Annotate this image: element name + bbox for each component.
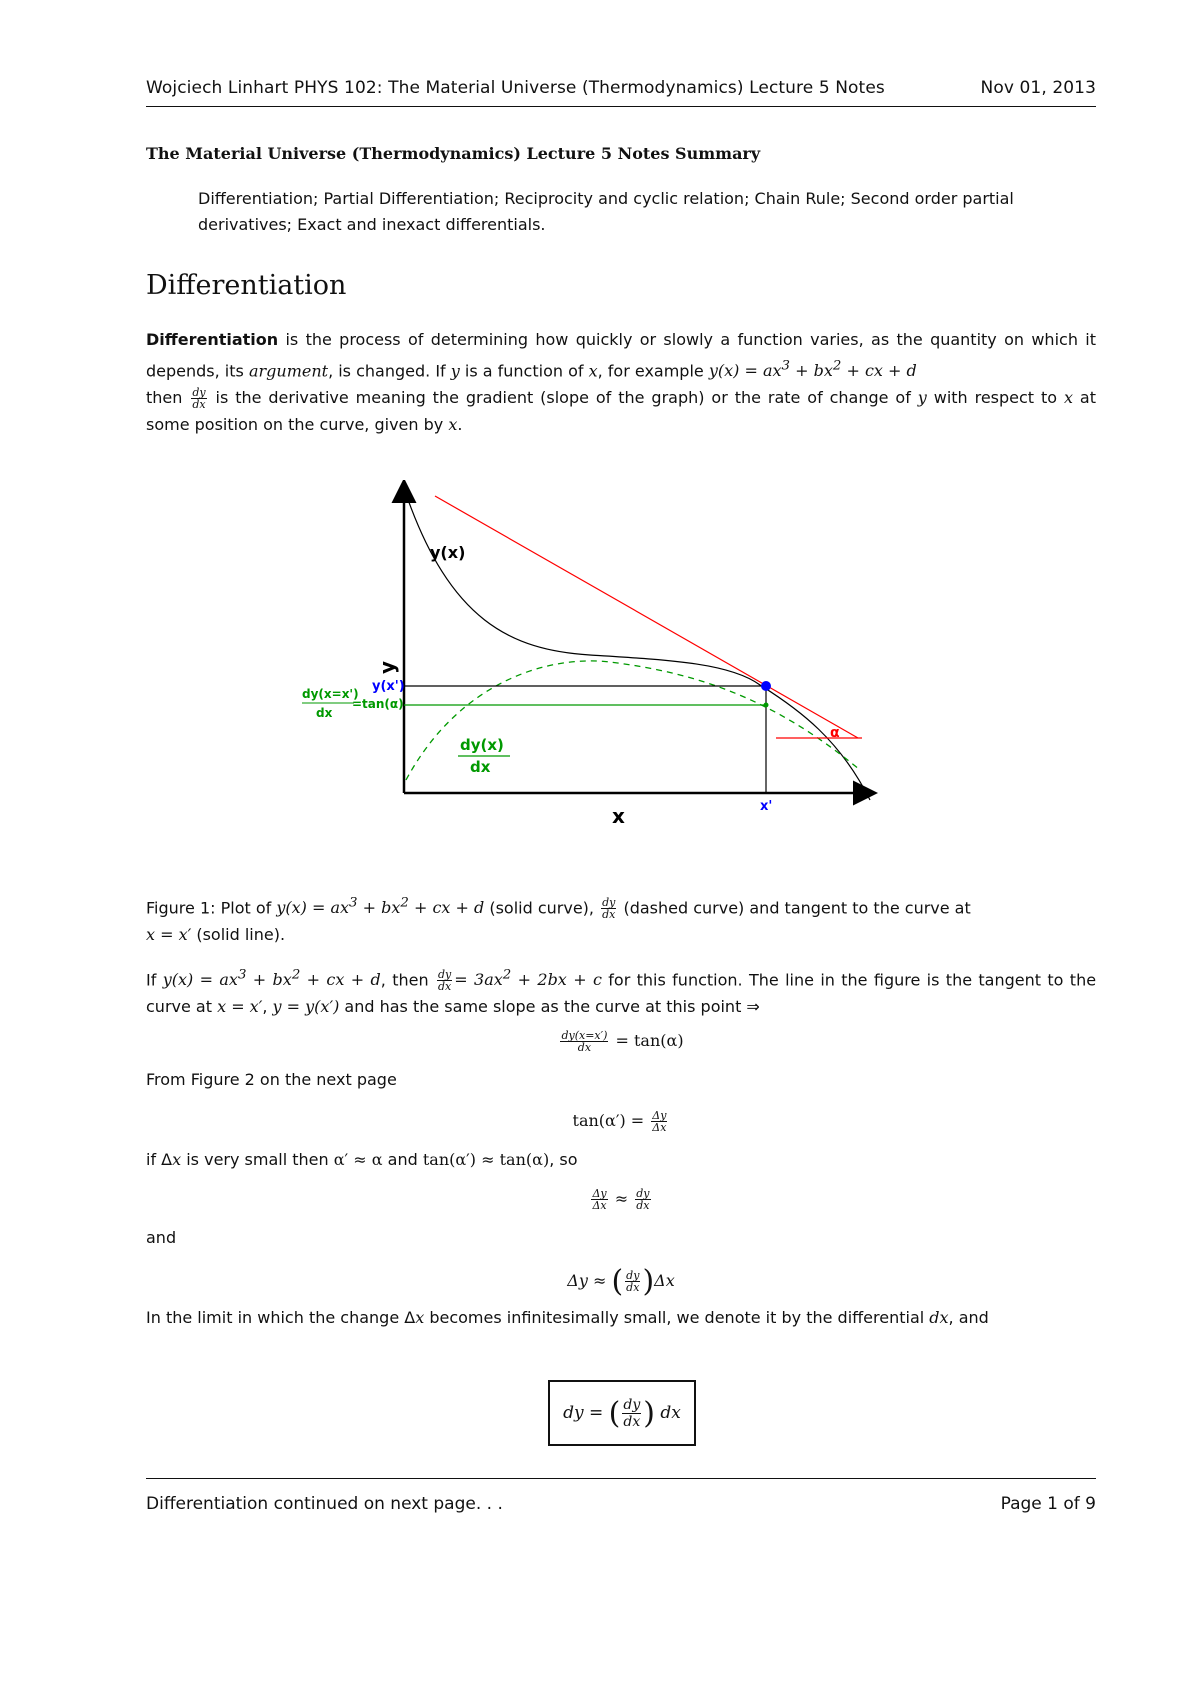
header-rule bbox=[146, 106, 1096, 107]
label-alpha: α bbox=[830, 725, 840, 741]
figure-caption: Figure 1: Plot of $y(x) = ax^3 + bx^2$ + cx + d (solid curve), $\frac{dy}{dx}$ (dashed curve) and tangent to the curve at x = x′ (solid line). bbox=[146, 896, 971, 945]
intro-text-5: then bbox=[146, 388, 190, 408]
equation-slope-tan: $\frac{dy(x=x')}{dx}$ = tan(α) bbox=[561, 1029, 684, 1054]
cubic-curve bbox=[406, 494, 870, 800]
if-small-prefix: if Δ bbox=[146, 1150, 173, 1169]
footer-page-number: Page 1 of 9 bbox=[1000, 1494, 1096, 1514]
tangent-point bbox=[761, 681, 771, 691]
header-date: Nov 01, 2013 bbox=[980, 78, 1096, 98]
caption-text-3: (solid line). bbox=[191, 925, 286, 945]
text-limit: In the limit in which the change Δx becomes infinitesimally small, we denote it by the differential dx, and bbox=[146, 1308, 989, 1327]
footer-continued: Differentiation continued on next page. . . bbox=[146, 1494, 503, 1514]
term-differentiation: Differentiation bbox=[146, 330, 279, 349]
slope-point bbox=[764, 703, 769, 708]
caption-prefix: Figure 1: Plot of bbox=[146, 898, 277, 918]
label-y-axis: y bbox=[375, 660, 399, 674]
label-slope-den: dx bbox=[316, 706, 333, 720]
label-slope-num: dy(x=x') bbox=[302, 687, 359, 701]
text-and: and bbox=[146, 1228, 177, 1247]
figure-1-plot bbox=[290, 480, 900, 850]
text-from-figure: From Figure 2 on the next page bbox=[146, 1070, 397, 1089]
p2-text-3: for this function. The line in the figure is the tangent to the curve at bbox=[146, 970, 1097, 1017]
paragraph-intro: Differentiation is the process of determining how quickly or slowly a function varies, as the quantity on which it depends, its argument, is changed. If y is a function of x, for example $y(x) = ax^3 + bx^2$ + cx + d then $\frac{dy}{dx}$ is the derivative meaning the gradient (slope of the graph) or the rate of change of y with respect to x at some position on the curve, given by x. bbox=[146, 330, 1097, 435]
intro-text-7: with respect to bbox=[926, 388, 1064, 408]
intro-text-3: is a function of bbox=[459, 361, 589, 381]
page-header bbox=[146, 78, 1096, 98]
section-title: Differentiation bbox=[146, 270, 347, 301]
text-if-small: if Δx is very small then α′ ≈ α and tan(α′) ≈ tan(α), so bbox=[146, 1150, 578, 1169]
header-title: Wojciech Linhart PHYS 102: The Material Universe (Thermodynamics) Lecture 5 Notes bbox=[146, 78, 885, 98]
intro-text-8: at some position on the curve, given by bbox=[146, 388, 1097, 435]
equation-delta-y: Δy ≈ ( $\frac{dy}{dx}$ )Δx bbox=[567, 1264, 675, 1299]
summary-body: Differentiation; Partial Differentiation; Reciprocity and cyclic relation; Chain Rule; Second order partial derivatives; Exact and inexact differentials. bbox=[198, 189, 1014, 234]
label-yx-prime: y(x') bbox=[372, 679, 405, 694]
label-yx: y(x) bbox=[430, 543, 466, 562]
page-footer bbox=[146, 1494, 1096, 1514]
intro-text-1: is the process of determining how quickly or slowly a function varies, as the quantity on which it depends, its bbox=[146, 330, 1096, 381]
p2-text-4: and has the same slope as the curve at this point ⇒ bbox=[339, 997, 760, 1017]
caption-text-1: (solid curve), bbox=[484, 898, 600, 918]
p2-text-2: , then bbox=[380, 970, 435, 990]
equation-approx: $\frac{\Delta y}{\Delta x}$ ≈ $\frac{dy}{dx}$ bbox=[592, 1187, 650, 1212]
label-dydx-den: dx bbox=[470, 758, 491, 776]
summary-title: The Material Universe (Thermodynamics) Lecture 5 Notes Summary bbox=[146, 144, 761, 163]
label-dydx-num: dy(x) bbox=[460, 736, 504, 754]
intro-text-2: , is changed. If bbox=[328, 361, 451, 381]
p2-text-1: If bbox=[146, 970, 163, 990]
equation-tan-alpha-prime: tan(α′) = $\frac{\Delta y}{\Delta x}$ bbox=[572, 1109, 667, 1134]
label-slope-eq: =tan(α) bbox=[352, 697, 404, 711]
label-x-prime: x' bbox=[760, 799, 773, 814]
footer-rule bbox=[146, 1478, 1096, 1479]
intro-text-6: is the derivative meaning the gradient (slope of the graph) or the rate of change of bbox=[208, 388, 918, 408]
argument-emph: argument bbox=[248, 361, 329, 381]
intro-text-4: , for example bbox=[597, 361, 709, 381]
paragraph-tangent: If $y(x) = ax^3 + bx^2$ + cx + d, then $\frac{dy}{dx}$ = $3ax^2 + 2bx + c$ for this function. The line in the figure is the tangent to the curve at x = x′, y = y(x′) and has the same slope as the curve at this point ⇒ bbox=[146, 968, 1097, 1017]
limit-prefix: In the limit in which the change Δ bbox=[146, 1308, 416, 1327]
cubic-formula: $y(x) = ax^3 + bx^2$ + cx + d bbox=[708, 359, 917, 381]
tangent-line bbox=[435, 496, 858, 738]
boxed-equation-dy: dy = ( $\frac{dy}{dx}$ ) dx bbox=[548, 1380, 696, 1446]
caption-text-2: (dashed curve) and tangent to the curve at bbox=[618, 898, 971, 918]
dy-dx-fraction: $\frac{dy}{dx}$ bbox=[192, 386, 206, 412]
label-x-axis: x bbox=[612, 804, 625, 828]
